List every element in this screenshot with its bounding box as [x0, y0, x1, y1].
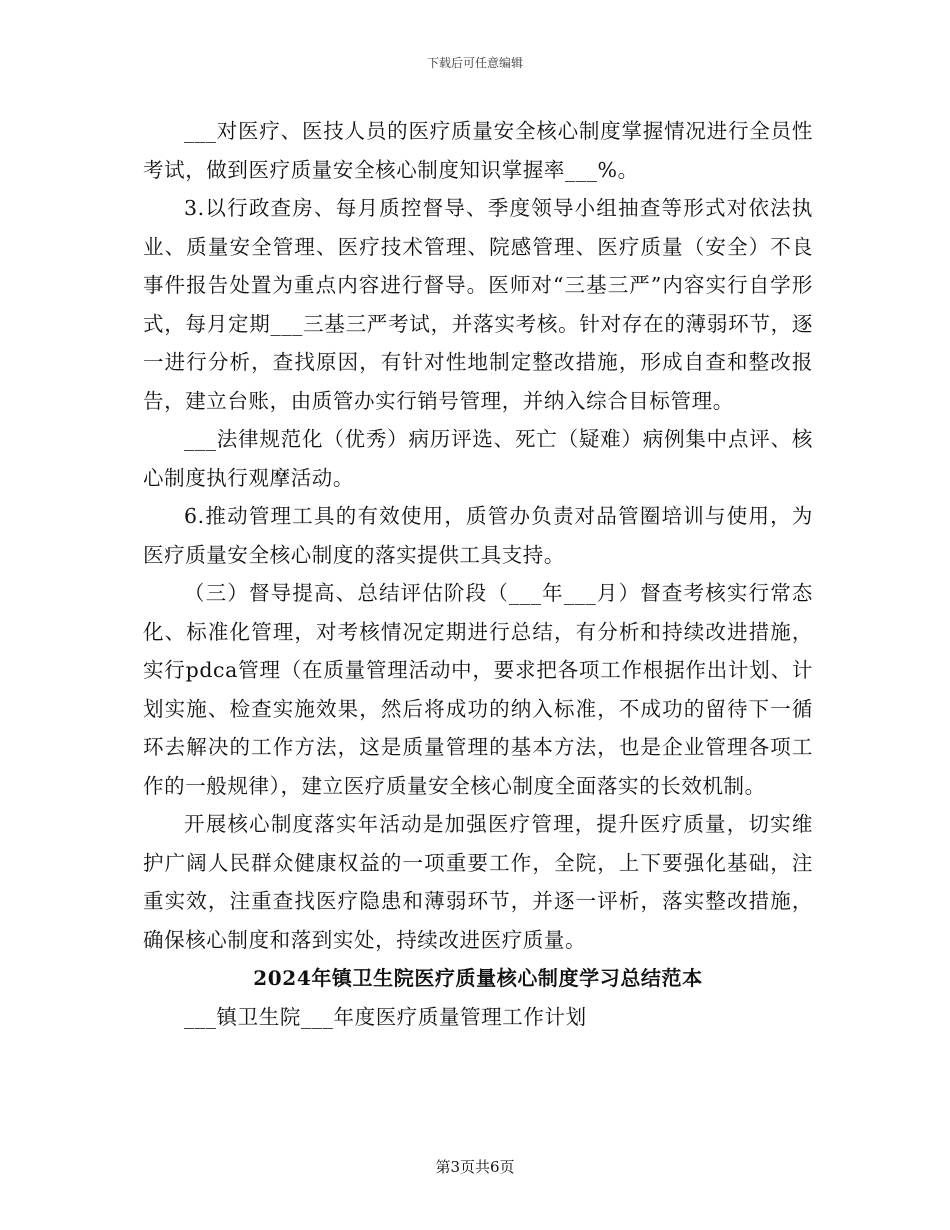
section-subtitle: ___镇卫生院___年度医疗质量管理工作计划 [184, 1004, 587, 1029]
paragraph-phase-three: （三）督导提高、总结评估阶段（___年___月）督查考核实行常态化、标准化管理，对考核情况定期进行总结，有分析和持续改进措施，实行pdca管理（在质量管理活动中，要求把各项工作根据作出计划、计划实施、检查实施效果，然后将成功的纳入标准，不成功的留待下一循环去解决的工作方法，这是质量管理的基本方法，也是企业管理各项工作的一般规律），建立医疗质量安全核心制度全面落实的长效机制。 [143, 581, 813, 798]
paragraph-supervision: 3.以行政查房、每月质控督导、季度领导小组抽查等形式对依法执业、质量安全管理、医疗技术管理、院感管理、医疗质量（安全）不良事件报告处置为重点内容进行督导。医师对“三基三严”内容实行自学形式，每月定期___三基三严考试，并落实考核。针对存在的薄弱环节，逐一进行分析，查找原因，有针对性地制定整改措施，形成自查和整改报告，建立台账，由质管办实行销号管理，并纳入综合目标管理。 [143, 196, 813, 413]
paragraph-medical-records: ___法律规范化（优秀）病历评选、死亡（疑难）病例集中点评、核心制度执行观摩活动。 [143, 427, 813, 490]
page-number: 第3页共6页 [435, 1158, 515, 1176]
section-title: 2024年镇卫生院医疗质量核心制度学习总结范本 [253, 966, 703, 990]
document-body [143, 112, 813, 1036]
paragraph-management-tools: 6.推动管理工具的有效使用，质管办负责对品管圈培训与使用，为医疗质量安全核心制度的落实提供工具支持。 [143, 504, 813, 567]
paragraph-conclusion: 开展核心制度落实年活动是加强医疗管理，提升医疗质量，切实维护广阔人民群众健康权益的一项重要工作，全院，上下要强化基础，注重实效，注重查找医疗隐患和薄弱环节，并逐一评析，落实整改措施，确保核心制度和落到实处，持续改进医疗质量。 [143, 812, 813, 952]
paragraph-exam: ___对医疗、医技人员的医疗质量安全核心制度掌握情况进行全员性考试，做到医疗质量安全核心制度知识掌握率___%。 [143, 119, 813, 182]
header-note: 下载后可任意编辑 [426, 56, 523, 70]
